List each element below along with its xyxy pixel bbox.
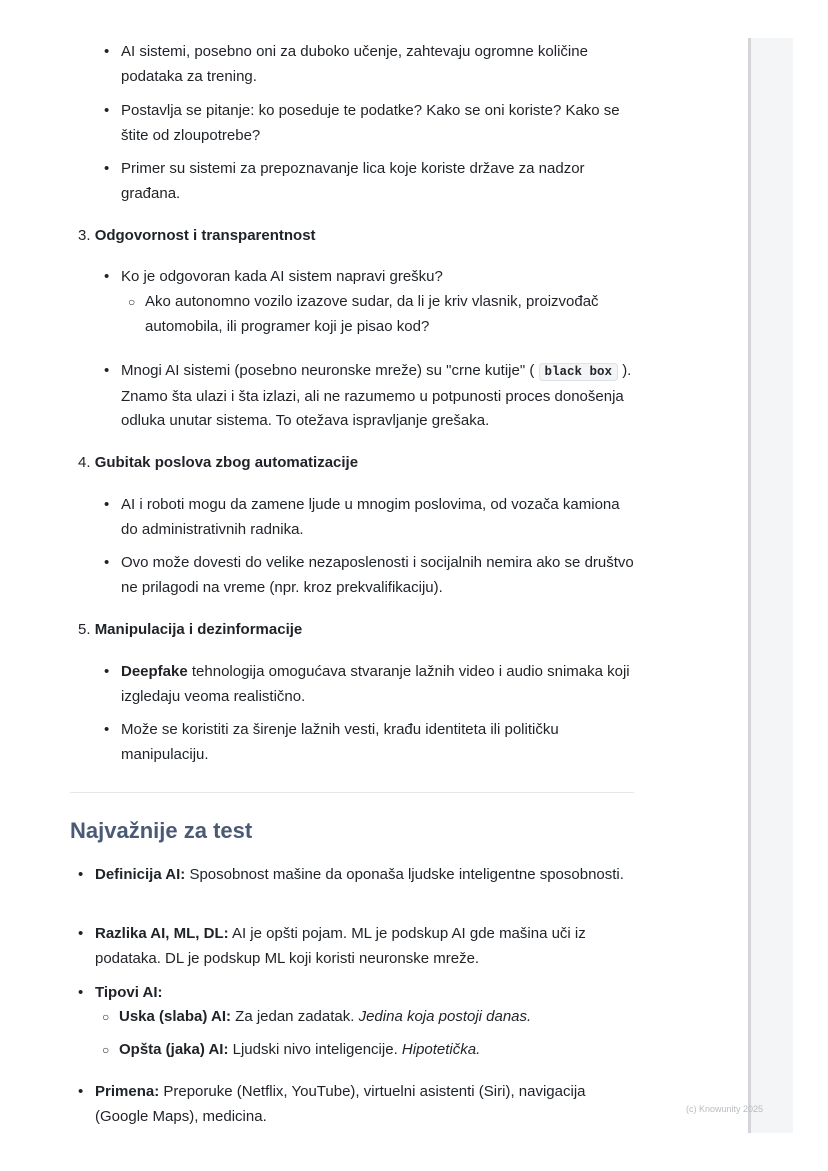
list-item: • Primer su sistemi za prepoznavanje lica koje koriste države za nadzor građana.	[104, 160, 585, 202]
section-title: Najvažnije za test	[70, 818, 253, 843]
list-item: • Primena: Preporuke (Netflix, YouTube), virtuelni asistenti (Siri), navigacija (Google Maps), medicina.	[78, 1083, 586, 1125]
side-panel	[748, 38, 793, 1133]
section-heading: 3. Odgovornost i transparentnost	[78, 227, 316, 244]
sub-list-item: ○ Uska (slaba) AI: Za jedan zadatak. Jedina koja postoji danas.	[102, 1008, 532, 1025]
sub-list-item: ○ Opšta (jaka) AI: Ljudski nivo inteligencije. Hipotetička.	[102, 1041, 481, 1058]
list-item: • Ovo može dovesti do velike nezaposlenosti i socijalnih nemira ako se društvo ne prilagodi na vreme (npr. kroz prekvalifikaciju).	[104, 554, 634, 596]
list-item: • Definicija AI: Sposobnost mašine da oponaša ljudske inteligentne sposobnosti.	[78, 866, 624, 883]
list-item: • AI i roboti mogu da zamene ljude u mnogim poslovima, od vozača kamiona do administrativnih radnika.	[104, 496, 620, 538]
inline-code: black box	[539, 363, 619, 381]
list-item: • Može se koristiti za širenje lažnih vesti, krađu identiteta ili političku manipulaciju.	[104, 721, 559, 763]
copyright: (c) Knowunity 2025	[686, 1104, 764, 1114]
list-item: • Mnogi AI sistemi (posebno neuronske mreže) su "crne kutije" ( black box ). Znamo šta ulazi i šta izlazi, ali ne razumemo u potpunosti proces donošenja odluka unutar sistema. To otežava ispravljanje grešaka.	[104, 362, 632, 429]
section-heading: 4. Gubitak poslova zbog automatizacije	[78, 454, 359, 471]
list-item: • Tipovi AI:	[78, 984, 163, 1001]
list-item: • Razlika AI, ML, DL: AI je opšti pojam. ML je podskup AI gde mašina uči iz podataka. DL je podskup ML koji koristi neuronske mreže.	[78, 925, 586, 967]
divider	[70, 792, 634, 793]
sub-list-item: ○ Ako autonomno vozilo izazove sudar, da li je kriv vlasnik, proizvođač automobila, ili programer koji je pisao kod?	[128, 293, 599, 335]
list-item: • Ko je odgovoran kada AI sistem napravi grešku?	[104, 268, 443, 285]
section-heading: 5. Manipulacija i dezinformacije	[78, 621, 303, 638]
list-item: • Postavlja se pitanje: ko poseduje te podatke? Kako se oni koriste? Kako se štite od zloupotrebe?	[104, 102, 620, 144]
list-item: • AI sistemi, posebno oni za duboko učenje, zahtevaju ogromne količine podataka za trening.	[104, 43, 588, 85]
list-item: • Deepfake tehnologija omogućava stvaranje lažnih video i audio snimaka koji izgledaju veoma realistično.	[104, 663, 630, 705]
